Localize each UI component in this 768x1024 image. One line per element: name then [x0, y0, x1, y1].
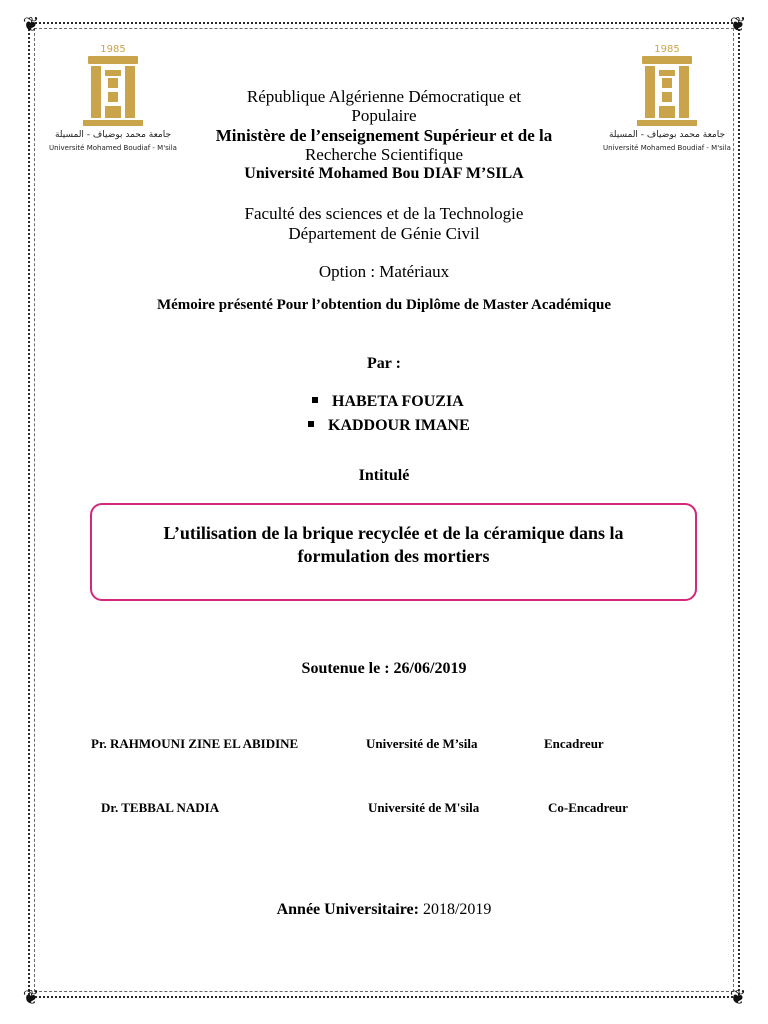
academic-year-label: Année Universitaire: [276, 901, 419, 918]
option-label: Option : Matériaux [318, 262, 450, 281]
jury-member-role: Encadreur [544, 736, 604, 751]
thesis-title-line2: formulation des mortiers [297, 546, 490, 566]
author-name: KADDOUR IMANE [328, 417, 470, 434]
corner-ornament-icon: ❦ [22, 987, 40, 1009]
jury-member-name: Pr. RAHMOUNI ZINE EL ABIDINE [91, 736, 299, 751]
par-label: Par : [367, 355, 401, 372]
corner-ornament-icon: ❦ [729, 14, 747, 36]
logo-arabic-name: جامعة محمد بوضياف - المسيلة [608, 130, 726, 140]
academic-year-value: 2018/2019 [422, 901, 492, 918]
logo-year: 1985 [654, 44, 680, 55]
corner-ornament-icon: ❦ [22, 14, 40, 36]
header-ministry-line2: Recherche Scientifique [304, 145, 464, 164]
logo-arabic-name: جامعة محمد بوضياف - المسيلة [54, 130, 172, 140]
jury-member-role: Co-Encadreur [548, 800, 628, 815]
logo-year: 1985 [100, 44, 126, 55]
header-ministry-line1: Ministère de l’enseignement Supérieur et de la [215, 126, 553, 145]
bullet-square-icon [312, 397, 318, 403]
authors-list [308, 390, 470, 438]
academic-year [0, 901, 768, 919]
memoire-statement: Mémoire présenté Pour l’obtention du Diplôme de Master Académique [156, 297, 612, 313]
thesis-title-line1: L’utilisation de la brique recyclée et de la céramique dans la [163, 523, 624, 543]
author-item [308, 414, 470, 438]
intitule-label: Intitulé [358, 467, 410, 484]
logo-latin-name: Université Mohamed Boudiaf - M'sila [603, 144, 731, 152]
jury-member-institution: Université de M'sila [368, 800, 480, 815]
faculty-name: Faculté des sciences et de la Technologie [244, 204, 524, 223]
thesis-title [90, 522, 697, 568]
header-university: Université Mohamed Bou DIAF M’SILA [244, 165, 524, 182]
defense-date: Soutenue le : 26/06/2019 [301, 660, 467, 677]
logo-latin-name: Université Mohamed Boudiaf - M'sila [49, 144, 177, 152]
corner-ornament-icon: ❦ [729, 987, 747, 1009]
author-name: HABETA FOUZIA [332, 393, 464, 410]
department-name: Département de Génie Civil [288, 224, 480, 243]
header-republic-line2: Populaire [351, 106, 417, 125]
header-republic-line1: République Algérienne Démocratique et [246, 87, 522, 106]
jury-member-name: Dr. TEBBAL NADIA [101, 800, 220, 815]
jury-member-institution: Université de M’sila [366, 736, 478, 751]
author-item [308, 390, 470, 414]
bullet-square-icon [308, 421, 314, 427]
